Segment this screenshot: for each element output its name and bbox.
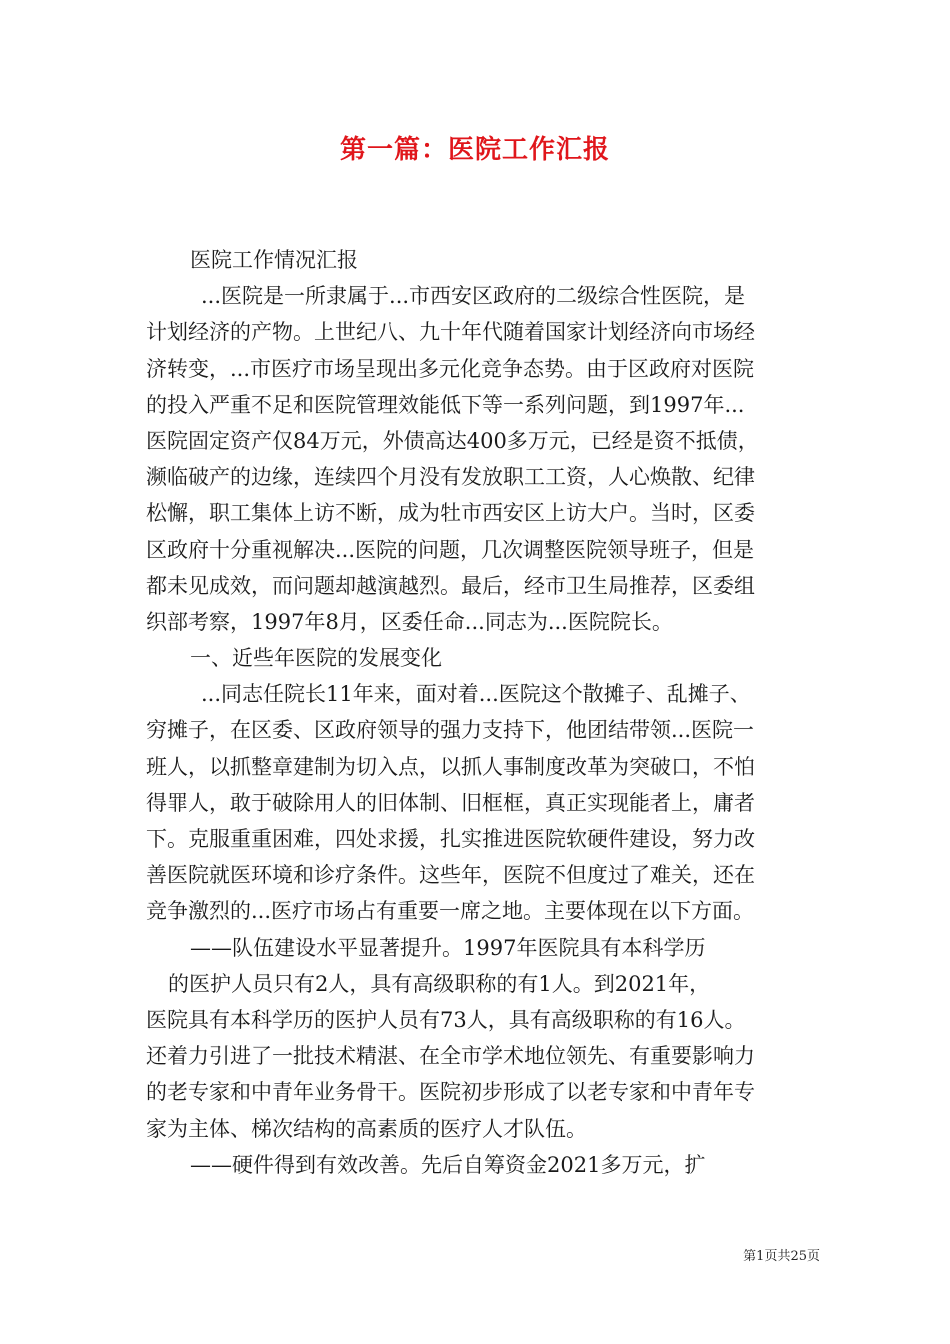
paragraph-line: 织部考察，1997年8月，区委任命...同志为...医院院长。 [146, 609, 673, 634]
section-heading: 一、近些年医院的发展变化 [190, 646, 442, 671]
paragraph-line: 得罪人，敢于破除用人的旧体制、旧框框，真正实现能者上，庸者 [146, 790, 755, 815]
paragraph-line: 松懈，职工集体上访不断，成为牡市西安区上访大户。当时，区委 [146, 501, 755, 526]
paragraph-line: 班人，以抓整章建制为切入点，以抓人事制度改革为突破口，不怕 [146, 754, 755, 779]
paragraph-line: ——硬件得到有效改善。先后自筹资金2021多万元，扩 [190, 1152, 706, 1177]
paragraph-line: 家为主体、梯次结构的高素质的医疗人才队伍。 [146, 1116, 587, 1141]
document-title: 第一篇：医院工作汇报 [339, 135, 610, 165]
paragraph-line: 善医院就医环境和诊疗条件。这些年，医院不但度过了难关，还在 [146, 863, 755, 888]
page-number: 第1页共25页 [743, 1249, 820, 1264]
paragraph-line: 下。克服重重困难，四处求援，扎实推进医院软硬件建设，努力改 [146, 827, 755, 851]
paragraph-line: 都未见成效，而问题却越演越烈。最后，经市卫生局推荐，区委组 [146, 573, 755, 598]
paragraph-line: 医院具有本科学历的医护人员有73人，具有高级职称的有16人。 [146, 1007, 746, 1032]
paragraph-line: ——队伍建设水平显著提升。1997年医院具有本科学历 [190, 935, 706, 960]
paragraph-line: ...同志任院长11年来，面对着...医院这个散摊子、乱摊子、 [201, 682, 751, 707]
paragraph-line: 濒临破产的边缘，连续四个月没有发放职工工资，人心焕散、纪律 [146, 465, 755, 490]
document-body [146, 242, 816, 1183]
paragraph-line: ...医院是一所隶属于...市西安区政府的二级综合性医院，是 [201, 284, 746, 309]
section-heading: 医院工作情况汇报 [190, 248, 358, 272]
paragraph-line: 的投入严重不足和医院管理效能低下等一系列问题，到1997年... [146, 392, 745, 417]
paragraph-line: 竞争激烈的...医疗市场占有重要一席之地。主要体现在以下方面。 [146, 899, 755, 924]
paragraph-line: 还着力引进了一批技术精湛、在全市学术地位领先、有重要影响力 [146, 1044, 755, 1069]
paragraph-line: 区政府十分重视解决...医院的问题，几次调整医院领导班子，但是 [146, 537, 755, 562]
paragraph-line: 的老专家和中青年业务骨干。医院初步形成了以老专家和中青年专 [146, 1080, 755, 1105]
paragraph-line: 计划经济的产物。上世纪八、九十年代随着国家计划经济向市场经 [146, 320, 755, 345]
paragraph-line: 医院固定资产仅84万元，外债高达400多万元，已经是资不抵债， [146, 428, 759, 453]
paragraph-line: 的医护人员只有2人，具有高级职称的有1人。到2021年， [168, 971, 711, 996]
paragraph-line: 济转变，...市医疗市场呈现出多元化竞争态势。由于区政府对医院 [146, 356, 755, 381]
paragraph-line: 穷摊子，在区委、区政府领导的强力支持下，他团结带领...医院一 [146, 718, 755, 743]
